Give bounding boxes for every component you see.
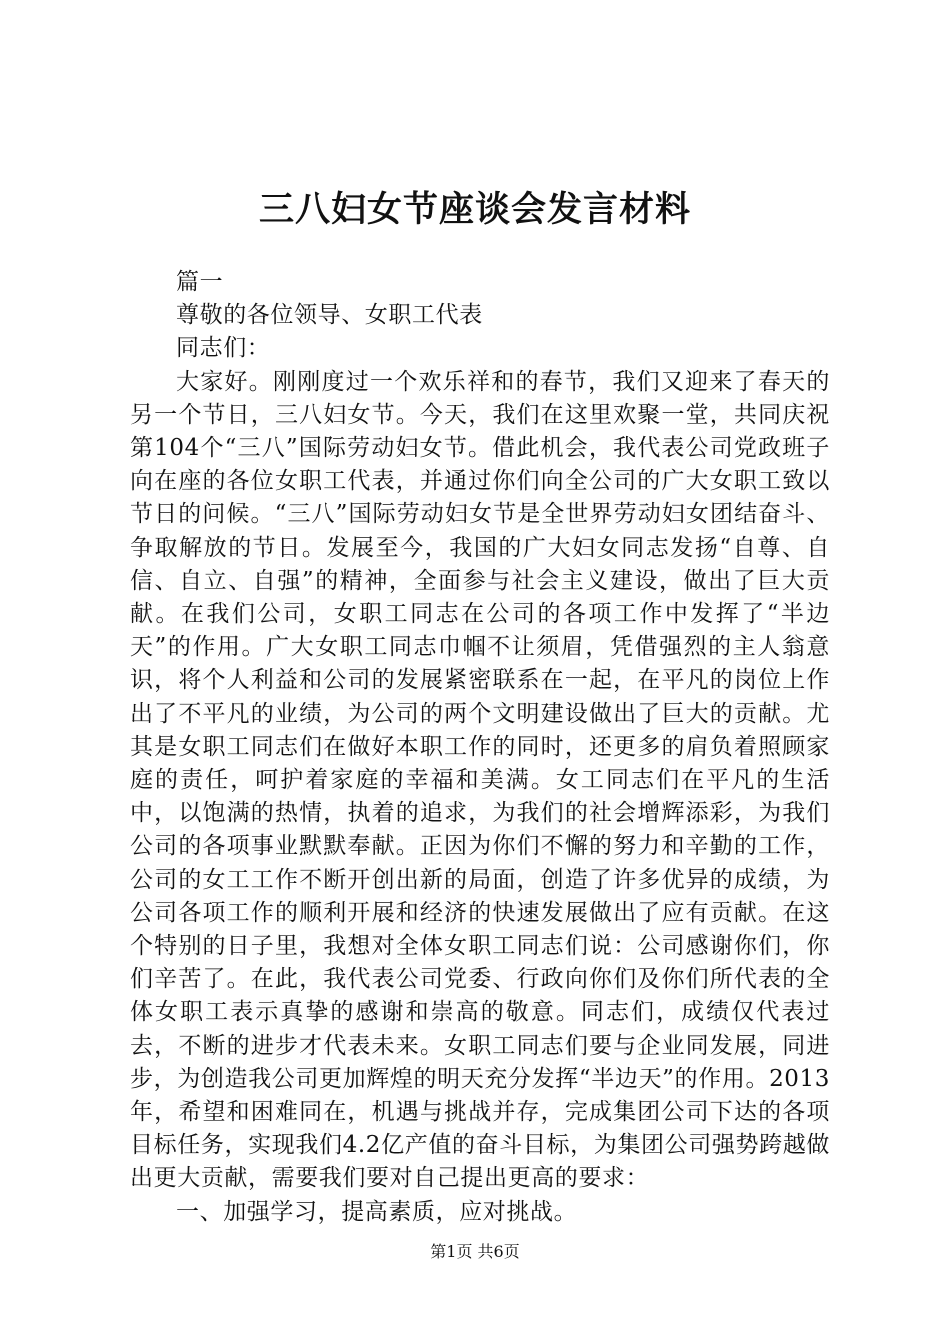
page-number-footer: 第1页 共6页	[430, 1242, 520, 1261]
document-title: 三八妇女节座谈会发言材料	[258, 189, 691, 230]
salutation-line-1: 尊敬的各位领导、女职工代表	[176, 302, 483, 329]
document-body	[130, 266, 830, 1229]
salutation-line-2: 同志们：	[176, 335, 271, 362]
section-heading-1: 一、加强学习，提高素质，应对挑战。	[176, 1198, 578, 1225]
main-paragraph: 大家好。刚刚度过一个欢乐祥和的春节，我们又迎来了春天的另一个节日，三八妇女节。今天，我们在这里欢聚一堂，共同庆祝第104个“三八”国际劳动妇女节。借此机会，我代表公司党政班子向在座的各位女职工代表，并通过你们向全公司的广大女职工致以节日的问候。“三八”国际劳动妇女节是全世界劳动妇女团结奋斗、争取解放的节日。发展至今，我国的广大妇女同志发扬“自尊、自信、自立、自强”的精神，全面参与社会主义建设，做出了巨大贡献。在我们公司，女职工同志在公司的各项工作中发挥了“半边天”的作用。广大女职工同志巾帼不让须眉，凭借强烈的主人翁意识，将个人利益和公司的发展紧密联系在一起，在平凡的岗位上作出了不平凡的业绩，为公司的两个文明建设做出了巨大的贡献。尤其是女职工同志们在做好本职工作的同时，还更多的肩负着照顾家庭的责任，呵护着家庭的幸福和美满。女工同志们在平凡的生活中，以饱满的热情，执着的追求，为我们的社会增辉添彩，为我们公司的各项事业默默奉献。正因为你们不懈的努力和辛勤的工作，公司的女工工作不断开创出新的局面，创造了许多优异的成绩，为公司各项工作的顺利开展和经济的快速发展做出了应有贡献。在这个特别的日子里，我想对全体女职工同志们说：公司感谢你们，你们辛苦了。在此，我代表公司党委、行政向你们及你们所代表的全体女职工表示真挚的感谢和崇高的敬意。同志们，成绩仅代表过去，不断的进步才代表未来。女职工同志们要与企业同发展，同进步，为创造我公司更加辉煌的明天充分发挥“半边天”的作用。2013年，希望和困难同在，机遇与挑战并存，完成集团公司下达的各项目标任务，实现我们4.2亿产值的奋斗目标，为集团公司强势跨越做出更大贡献，需要我们要对自己提出更高的要求：	[130, 368, 830, 1192]
section-label: 篇一	[176, 269, 224, 295]
